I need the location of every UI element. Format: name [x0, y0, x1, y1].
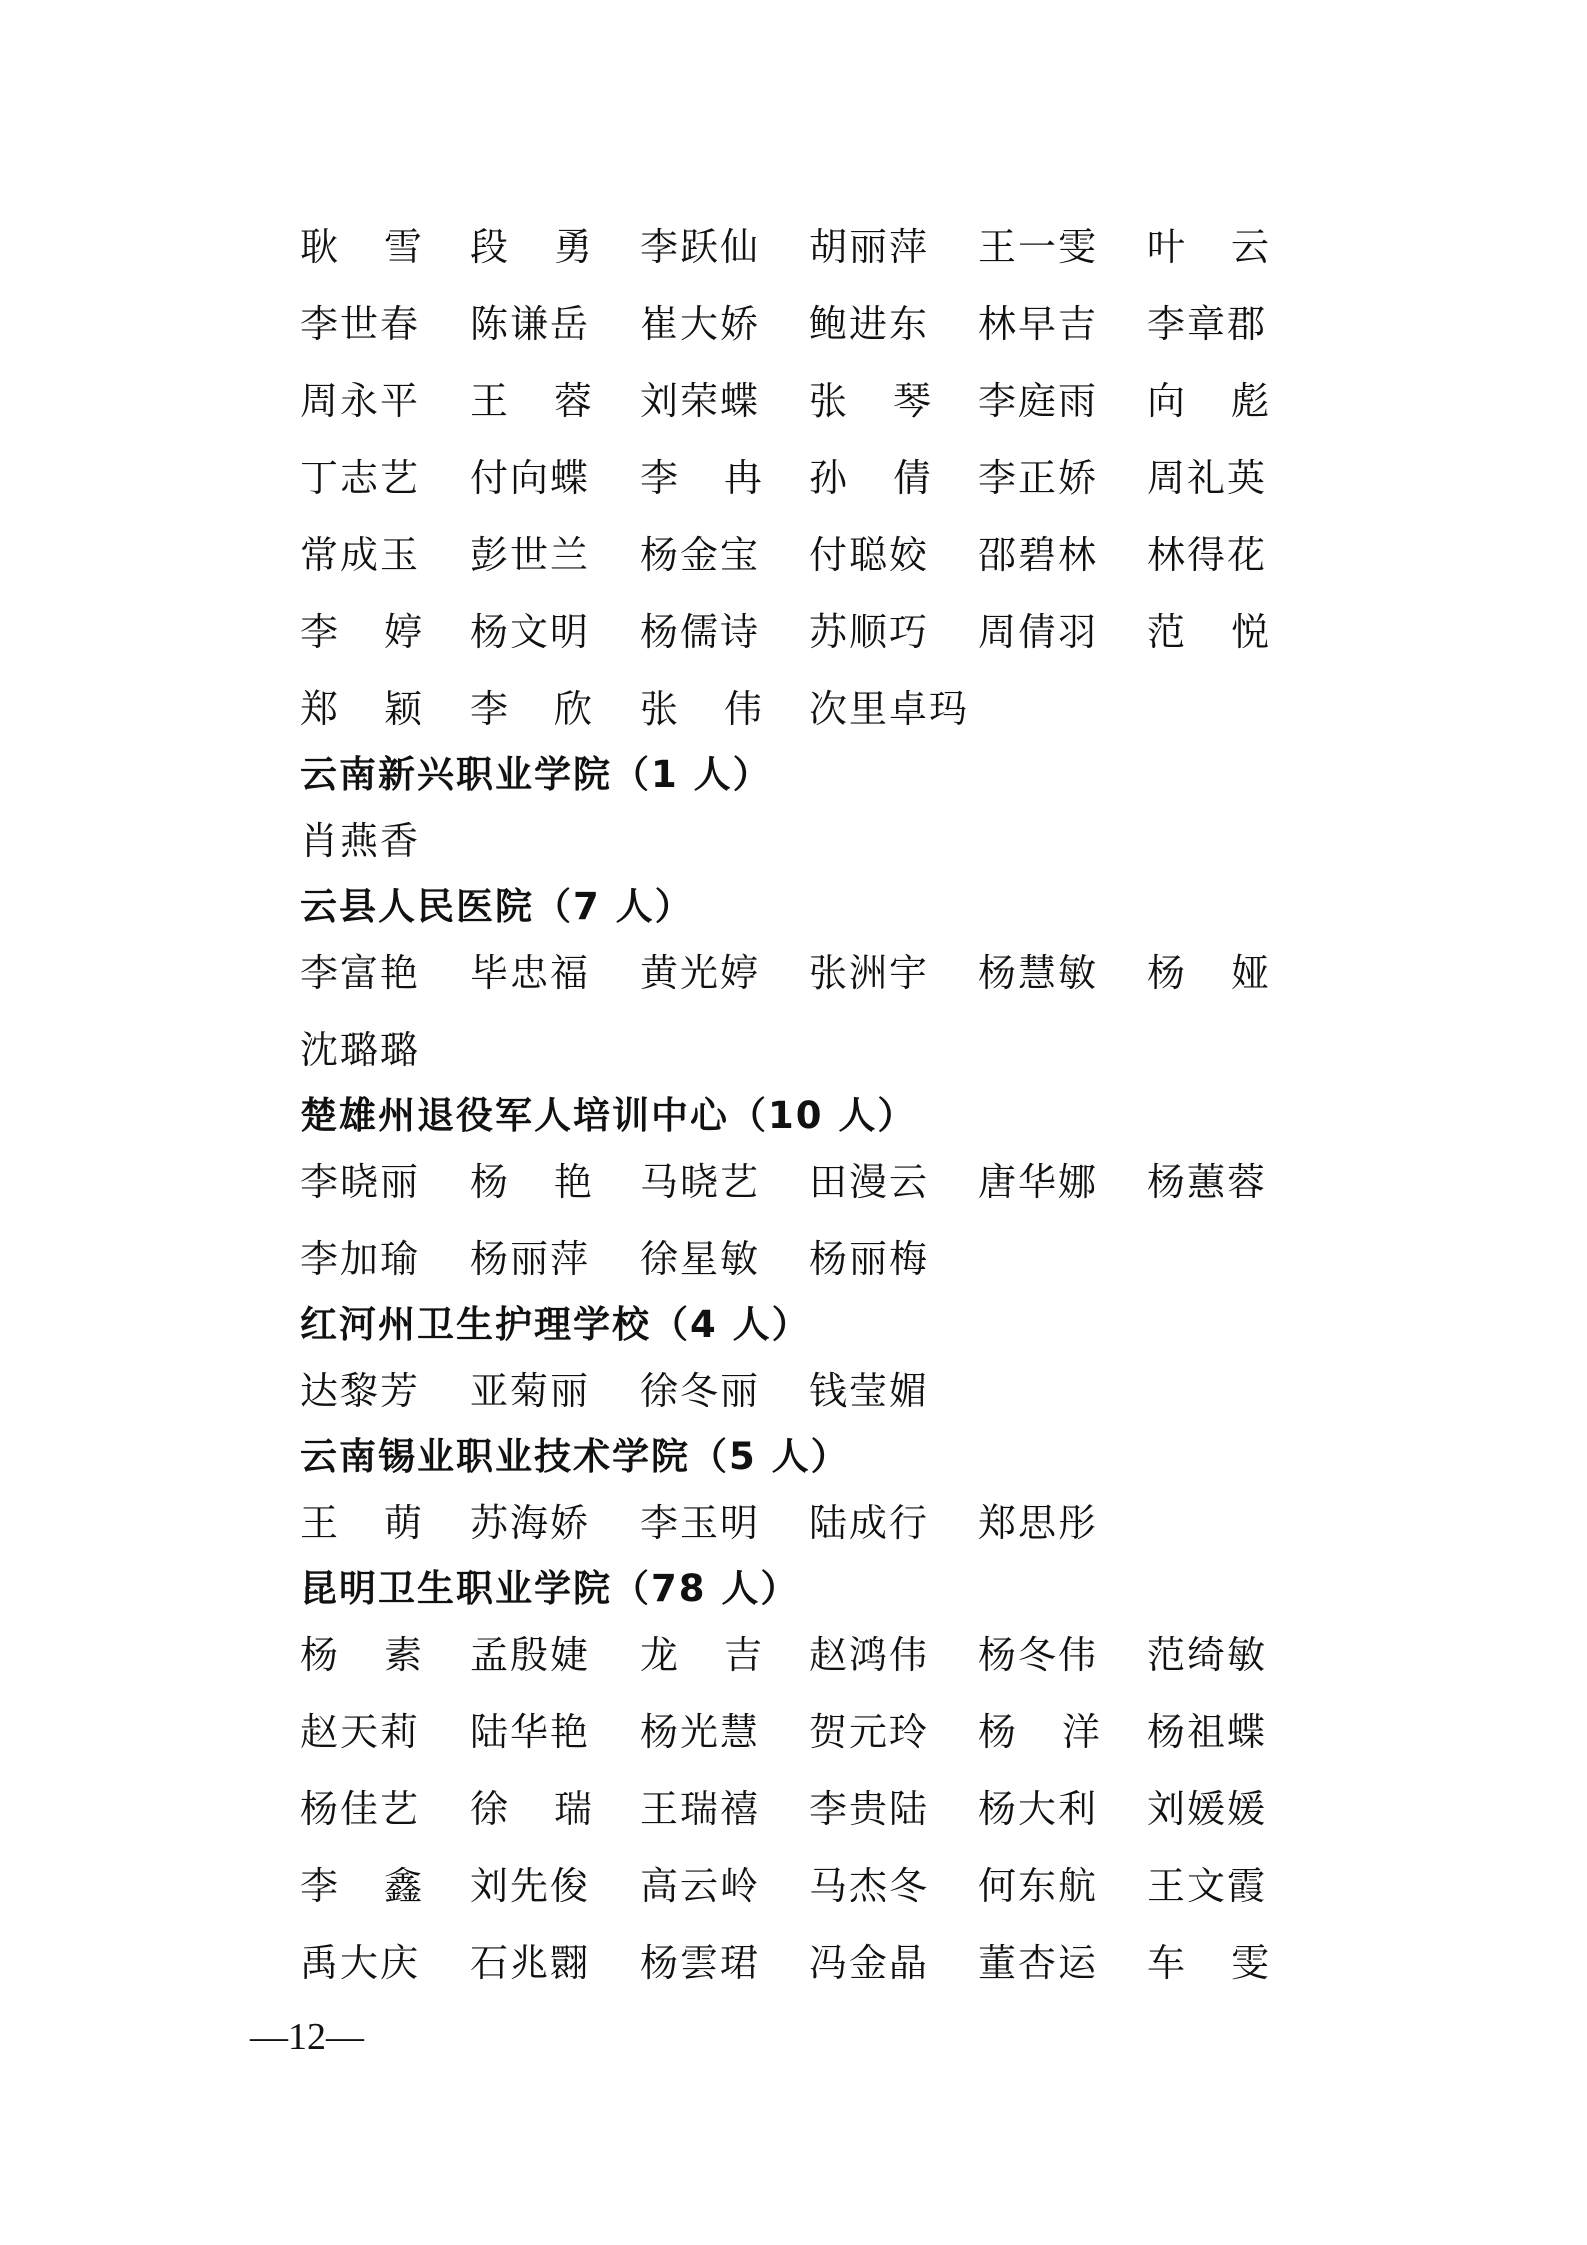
- person-name: 徐 瑞: [470, 1787, 594, 1831]
- person-name: 杨丽梅: [809, 1237, 930, 1281]
- person-name: 李章郡: [1147, 302, 1268, 346]
- name-row: [300, 376, 1300, 453]
- person-name: 沈璐璐: [300, 1028, 421, 1072]
- person-name: 彭世兰: [470, 533, 591, 577]
- person-name: 杨 娅: [1147, 951, 1271, 995]
- person-name: 李 欣: [470, 687, 594, 731]
- person-name: 张 琴: [809, 379, 933, 423]
- person-name: 常成玉: [300, 533, 421, 577]
- person-name: 李跃仙: [640, 225, 761, 269]
- person-name: 李玉明: [640, 1501, 761, 1545]
- name-list: [300, 222, 1300, 2015]
- person-name: 李世春: [300, 302, 421, 346]
- person-name: 刘荣蝶: [640, 379, 761, 423]
- person-name: 林得花: [1147, 533, 1268, 577]
- person-name: 赵天莉: [300, 1710, 421, 1754]
- person-name: 李晓丽: [300, 1160, 421, 1204]
- person-name: 刘先俊: [470, 1864, 591, 1908]
- name-row: [300, 1366, 1300, 1432]
- person-name: 车 雯: [1147, 1941, 1271, 1985]
- person-name: 田漫云: [809, 1160, 930, 1204]
- name-row: [300, 530, 1300, 607]
- person-name: 禹大庆: [300, 1941, 421, 1985]
- section-heading: 云县人民医院（7 人）: [300, 885, 694, 928]
- person-name: 杨蕙蓉: [1147, 1160, 1268, 1204]
- person-name: 郑思彤: [978, 1501, 1099, 1545]
- person-name: 李 婷: [300, 610, 424, 654]
- person-name: 杨金宝: [640, 533, 761, 577]
- person-name: 董杏运: [978, 1941, 1099, 1985]
- person-name: 陆华艳: [470, 1710, 591, 1754]
- person-name: 李庭雨: [978, 379, 1099, 423]
- person-name: 李加瑜: [300, 1237, 421, 1281]
- person-name: 石兆翾: [470, 1941, 591, 1985]
- person-name: 李富艳: [300, 951, 421, 995]
- person-name: 苏海娇: [470, 1501, 591, 1545]
- person-name: 高云岭: [640, 1864, 761, 1908]
- section-heading: 云南锡业职业技术学院（5 人）: [300, 1435, 850, 1478]
- person-name: 郑 颖: [300, 687, 424, 731]
- person-name: 苏顺巧: [809, 610, 930, 654]
- person-name: 邵碧林: [978, 533, 1099, 577]
- person-name: 周礼英: [1147, 456, 1268, 500]
- person-name: 胡丽萍: [809, 225, 930, 269]
- person-name: 陆成行: [809, 1501, 930, 1545]
- person-name: 王 蓉: [470, 379, 594, 423]
- person-name: 次里卓玛: [809, 687, 970, 731]
- person-name: 李正娇: [978, 456, 1099, 500]
- person-name: 张 伟: [640, 687, 764, 731]
- person-name: 钱莹媚: [809, 1369, 930, 1413]
- name-row: [300, 1938, 1300, 2015]
- name-row: [300, 607, 1300, 684]
- person-name: 杨丽萍: [470, 1237, 591, 1281]
- name-row: [300, 299, 1300, 376]
- section-heading: 红河州卫生护理学校（4 人）: [300, 1303, 811, 1346]
- person-name: 张洲宇: [809, 951, 930, 995]
- name-row: [300, 684, 1300, 750]
- person-name: 周永平: [300, 379, 421, 423]
- name-row: [300, 453, 1300, 530]
- person-name: 丁志艺: [300, 456, 421, 500]
- name-row: [300, 816, 1300, 882]
- person-name: 付向蝶: [470, 456, 591, 500]
- person-name: 龙 吉: [640, 1633, 764, 1677]
- section-heading: 云南新兴职业学院（1 人）: [300, 753, 772, 796]
- name-row: [300, 1234, 1300, 1300]
- person-name: 鲍进东: [809, 302, 930, 346]
- person-name: 孟殷婕: [470, 1633, 591, 1677]
- person-name: 李 冉: [640, 456, 764, 500]
- person-name: 范 悦: [1147, 610, 1271, 654]
- person-name: 范绮敏: [1147, 1633, 1268, 1677]
- section-heading: 昆明卫生职业学院（78 人）: [300, 1567, 800, 1610]
- page-number: —12—: [250, 2016, 364, 2058]
- person-name: 杨 洋: [978, 1710, 1102, 1754]
- person-name: 杨光慧: [640, 1710, 761, 1754]
- person-name: 陈谦岳: [470, 302, 591, 346]
- person-name: 何东航: [978, 1864, 1099, 1908]
- name-row: [300, 1498, 1300, 1564]
- person-name: 杨大利: [978, 1787, 1099, 1831]
- person-name: 周倩羽: [978, 610, 1099, 654]
- person-name: 亚菊丽: [470, 1369, 591, 1413]
- person-name: 叶 云: [1147, 225, 1271, 269]
- person-name: 李贵陆: [809, 1787, 930, 1831]
- name-row: [300, 222, 1300, 299]
- person-name: 林早吉: [978, 302, 1099, 346]
- person-name: 崔大娇: [640, 302, 761, 346]
- person-name: 孙 倩: [809, 456, 933, 500]
- person-name: 杨 素: [300, 1633, 424, 1677]
- person-name: 毕忠福: [470, 951, 591, 995]
- person-name: 段 勇: [470, 225, 594, 269]
- person-name: 达黎芳: [300, 1369, 421, 1413]
- person-name: 王文霞: [1147, 1864, 1268, 1908]
- person-name: 肖燕香: [300, 819, 421, 863]
- name-row: [300, 1861, 1300, 1938]
- name-row: [300, 1630, 1300, 1707]
- person-name: 杨 艳: [470, 1160, 594, 1204]
- person-name: 杨祖蝶: [1147, 1710, 1268, 1754]
- person-name: 唐华娜: [978, 1160, 1099, 1204]
- person-name: 马杰冬: [809, 1864, 930, 1908]
- person-name: 徐星敏: [640, 1237, 761, 1281]
- name-row: [300, 1025, 1300, 1091]
- person-name: 王瑞禧: [640, 1787, 761, 1831]
- person-name: 杨文明: [470, 610, 591, 654]
- person-name: 向 彪: [1147, 379, 1271, 423]
- person-name: 李 鑫: [300, 1864, 424, 1908]
- person-name: 刘媛媛: [1147, 1787, 1268, 1831]
- person-name: 杨雲珺: [640, 1941, 761, 1985]
- person-name: 赵鸿伟: [809, 1633, 930, 1677]
- person-name: 黄光婷: [640, 951, 761, 995]
- person-name: 贺元玲: [809, 1710, 930, 1754]
- section-heading: 楚雄州退役军人培训中心（10 人）: [300, 1094, 917, 1137]
- person-name: 冯金晶: [809, 1941, 930, 1985]
- person-name: 杨儒诗: [640, 610, 761, 654]
- person-name: 杨佳艺: [300, 1787, 421, 1831]
- name-row: [300, 1157, 1300, 1234]
- person-name: 付聪姣: [809, 533, 930, 577]
- person-name: 王 萌: [300, 1501, 424, 1545]
- name-row: [300, 948, 1300, 1025]
- name-row: [300, 1707, 1300, 1784]
- person-name: 耿 雪: [300, 225, 424, 269]
- person-name: 杨慧敏: [978, 951, 1099, 995]
- name-row: [300, 1784, 1300, 1861]
- person-name: 王一雯: [978, 225, 1099, 269]
- person-name: 马晓艺: [640, 1160, 761, 1204]
- person-name: 杨冬伟: [978, 1633, 1099, 1677]
- person-name: 徐冬丽: [640, 1369, 761, 1413]
